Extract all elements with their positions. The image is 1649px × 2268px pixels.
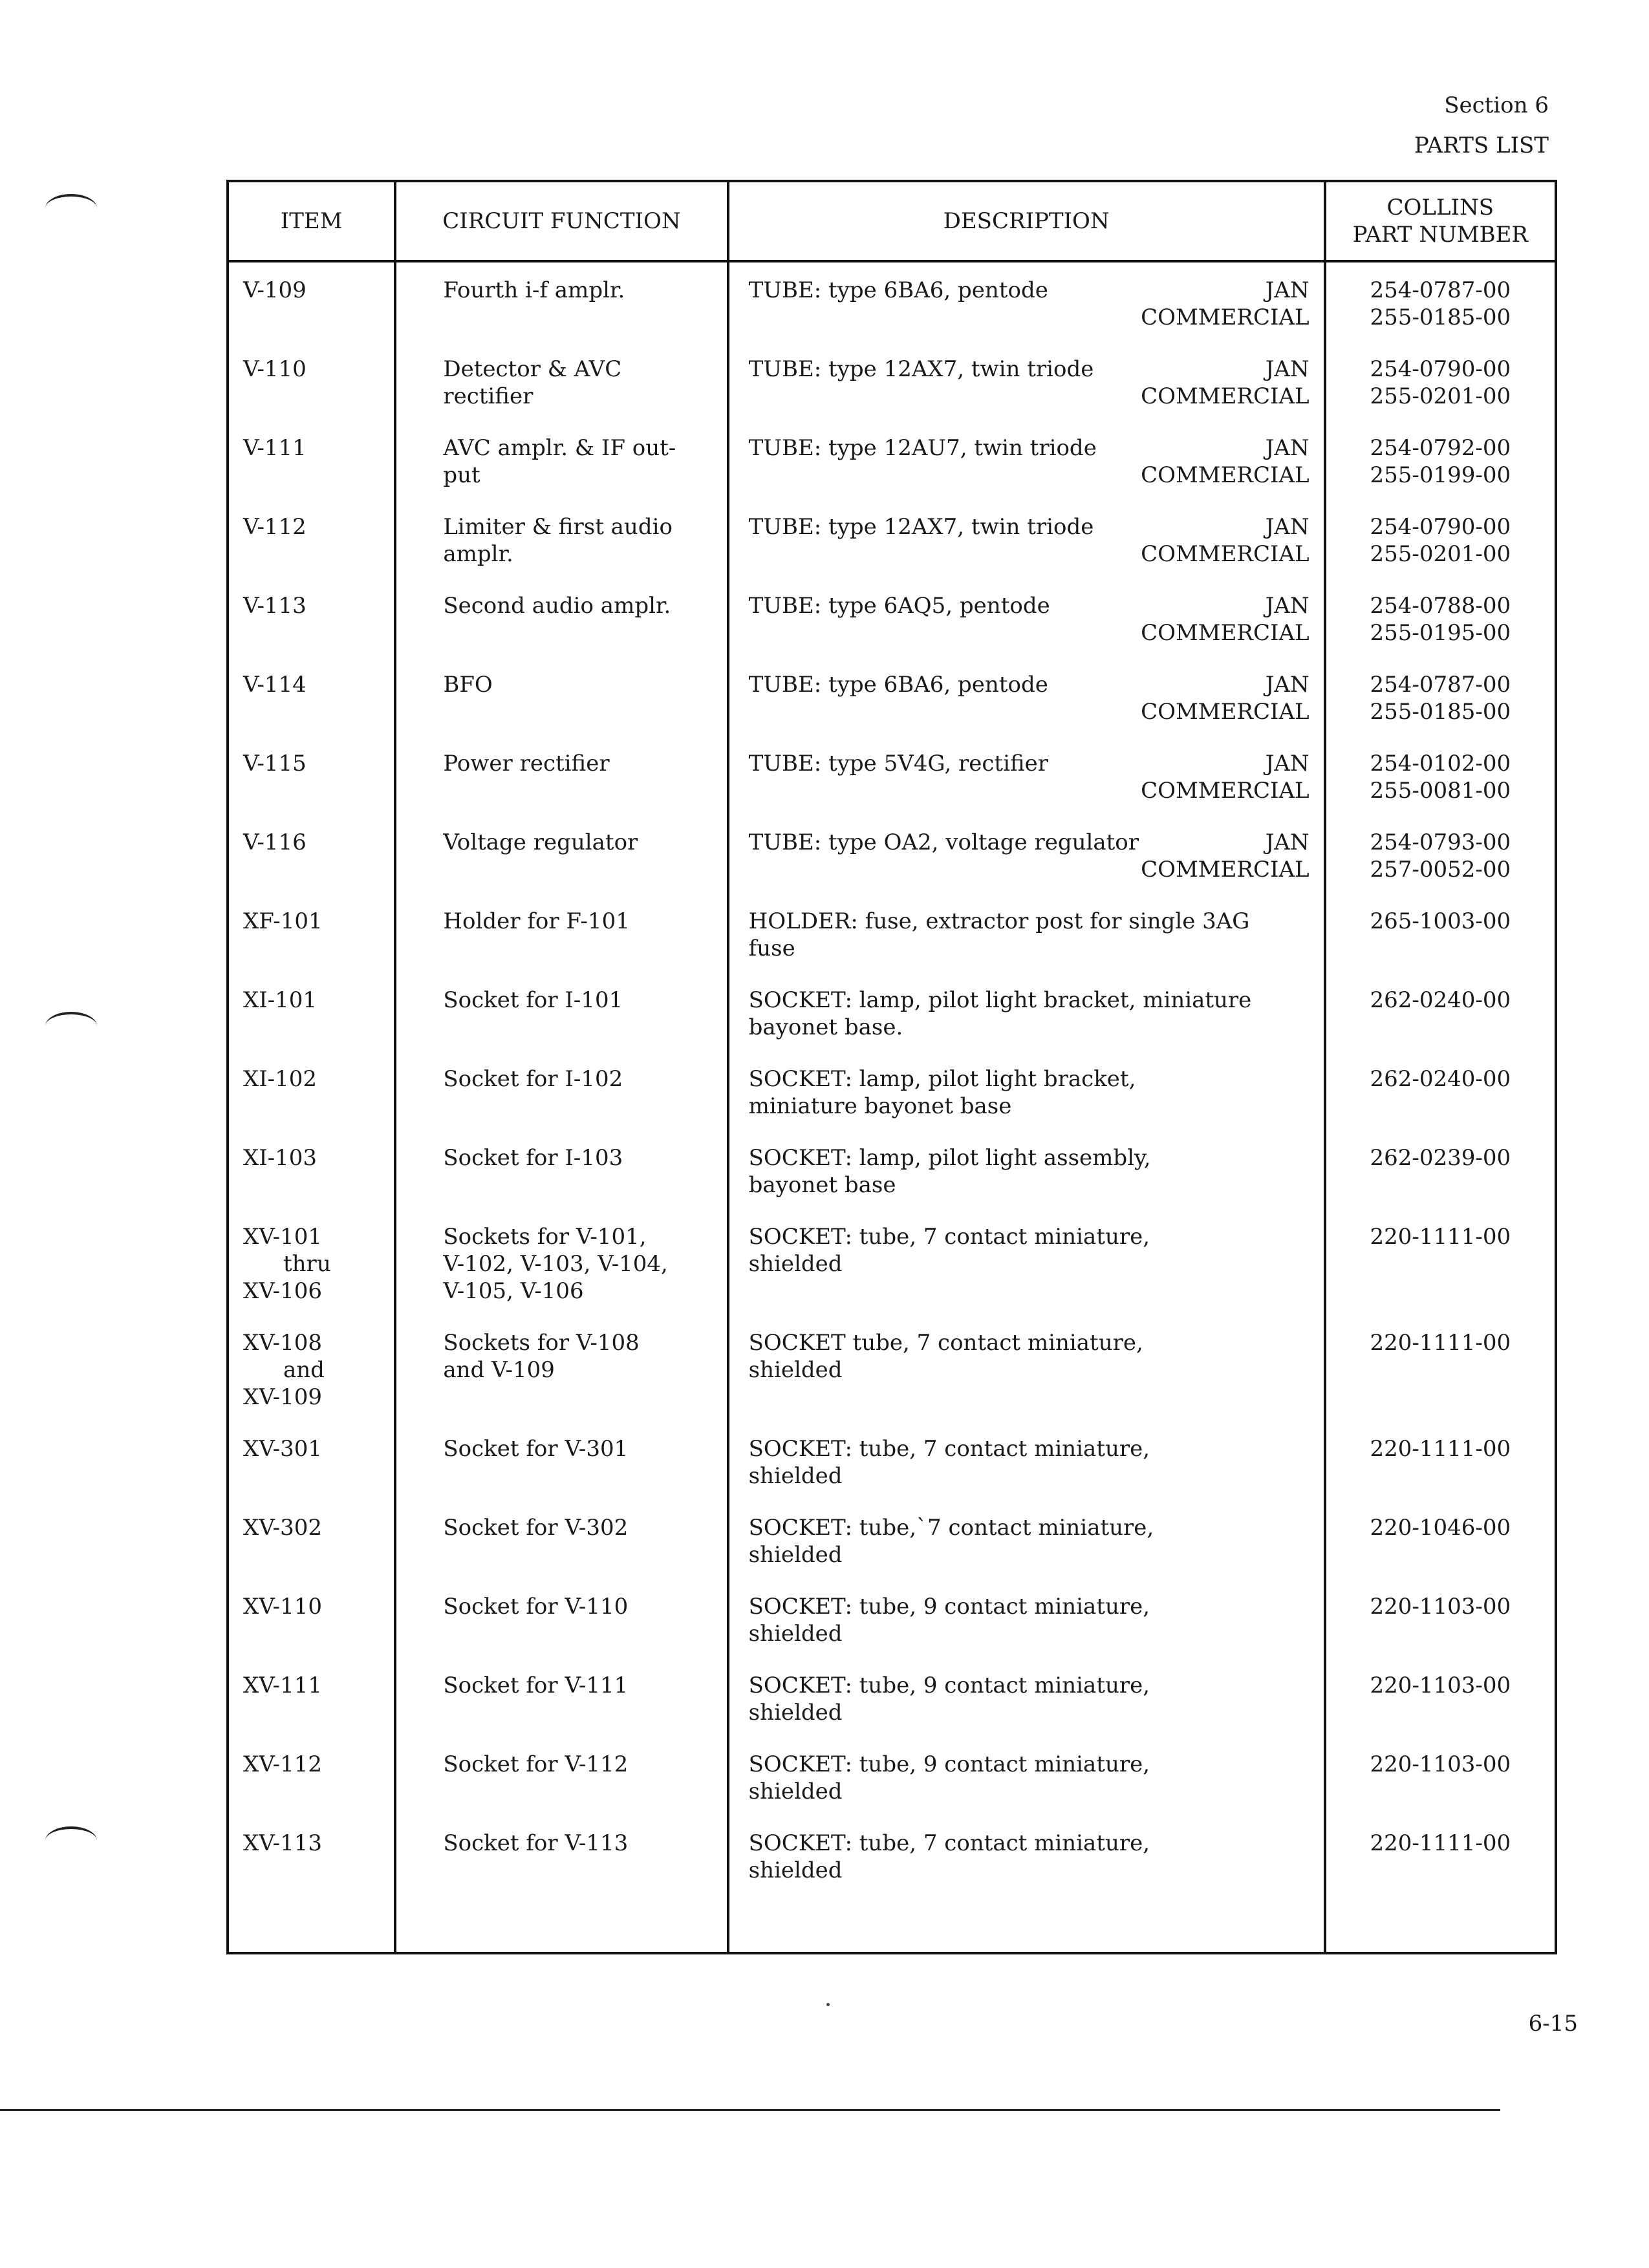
description-cell (728, 507, 1325, 586)
item-line: XV-101 (243, 1224, 323, 1250)
circuit-function-cell (395, 1587, 727, 1665)
item-line: XV-113 (243, 1830, 323, 1856)
description-line (749, 592, 1310, 619)
part-number: 257-0052-00 (1370, 857, 1511, 883)
grade-commercial: COMMERCIAL (1141, 778, 1310, 804)
part-number-cell (1325, 349, 1556, 428)
item-cell (228, 980, 395, 1059)
item-line: thru (283, 1251, 331, 1277)
description-line: SOCKET: lamp, pilot light assembly, (748, 1145, 1151, 1171)
item-cell (228, 1665, 395, 1744)
table-row (228, 744, 1556, 822)
item-line: XV-112 (243, 1751, 323, 1777)
description-line (749, 671, 1310, 698)
description-line: SOCKET: tube, 9 contact miniature, (748, 1673, 1150, 1698)
description-cell (728, 744, 1325, 822)
item-cell (228, 822, 395, 901)
item-line: XF-101 (243, 908, 323, 934)
description-cell (728, 586, 1325, 665)
function-line: Socket for V-112 (443, 1751, 629, 1777)
circuit-function-cell (395, 1508, 727, 1587)
part-number: 254-0788-00 (1370, 593, 1511, 619)
part-number: 254-0793-00 (1370, 829, 1511, 855)
grade-jan: JAN (1265, 356, 1310, 382)
description-line: SOCKET: tube, 9 contact miniature, (748, 1594, 1150, 1620)
description-line: fuse (748, 936, 795, 961)
item-line: XI-101 (243, 987, 318, 1013)
grade-commercial: COMMERCIAL (1141, 857, 1310, 883)
blank-row (228, 1902, 1556, 1953)
description-line: SOCKET: tube, 7 contact miniature, (748, 1224, 1150, 1250)
function-line: Holder for F-101 (443, 908, 630, 934)
circuit-function-cell (395, 1823, 727, 1902)
table-row (228, 665, 1556, 744)
function-line: amplr. (443, 541, 513, 567)
description-text: TUBE: type 12AX7, twin triode (748, 514, 1094, 540)
item-cell (228, 507, 395, 586)
part-number: 254-0102-00 (1370, 751, 1511, 776)
item-line: XV-106 (243, 1278, 323, 1304)
description-line: SOCKET: tube, 7 contact miniature, (748, 1436, 1150, 1462)
part-number-cell (1325, 507, 1556, 586)
grade-jan: JAN (1265, 751, 1310, 776)
item-cell (228, 1508, 395, 1587)
description-text: TUBE: type OA2, voltage regulator (748, 829, 1139, 855)
item-line: V-114 (243, 672, 307, 698)
grade-jan: JAN (1265, 435, 1310, 461)
part-number-cell (1325, 1429, 1556, 1508)
table-row (228, 901, 1556, 980)
circuit-function-cell (395, 507, 727, 586)
description-cell (728, 980, 1325, 1059)
table-row (228, 1138, 1556, 1217)
part-number-cell (1325, 1323, 1556, 1429)
circuit-function-cell (395, 1059, 727, 1138)
description-cell (728, 1823, 1325, 1902)
circuit-function-cell (395, 261, 727, 349)
part-number: 220-1103-00 (1370, 1594, 1511, 1620)
item-line: XI-103 (243, 1145, 318, 1171)
circuit-function-cell (395, 744, 727, 822)
description-line: shielded (748, 1542, 843, 1568)
page-header (1414, 85, 1549, 166)
description-line (749, 356, 1310, 383)
blank-cell (1325, 1902, 1556, 1953)
table-row (228, 1508, 1556, 1587)
part-number: 262-0240-00 (1370, 987, 1511, 1013)
grade-jan: JAN (1265, 514, 1310, 540)
part-number: 265-1003-00 (1370, 908, 1511, 934)
description-cell (728, 1665, 1325, 1744)
item-line: V-116 (243, 829, 307, 855)
circuit-function-cell (395, 980, 727, 1059)
table-row (228, 428, 1556, 507)
part-number-cell (1325, 980, 1556, 1059)
item-cell (228, 1217, 395, 1323)
part-number: 220-1103-00 (1370, 1751, 1511, 1777)
item-cell (228, 1138, 395, 1217)
part-number-cell (1325, 586, 1556, 665)
description-text: TUBE: type 6BA6, pentode (748, 277, 1048, 303)
part-number-cell (1325, 1665, 1556, 1744)
description-text: TUBE: type 6AQ5, pentode (748, 593, 1050, 619)
item-cell (228, 1587, 395, 1665)
table-row (228, 1217, 1556, 1323)
speck (826, 2003, 830, 2006)
page-number: 6-15 (1528, 2011, 1578, 2037)
function-line: V-102, V-103, V-104, (443, 1251, 668, 1277)
part-number-cell (1325, 744, 1556, 822)
circuit-function-cell (395, 901, 727, 980)
function-line: Limiter & first audio (443, 514, 673, 540)
circuit-function-cell (395, 665, 727, 744)
function-line: Power rectifier (443, 751, 610, 776)
margin-punch-mark (45, 1012, 97, 1040)
description-text: TUBE: type 12AU7, twin triode (748, 435, 1097, 461)
item-line: XV-110 (243, 1594, 323, 1620)
item-cell (228, 349, 395, 428)
part-number: 254-0790-00 (1370, 514, 1511, 540)
description-cell (728, 428, 1325, 507)
part-number-cell (1325, 1059, 1556, 1138)
part-number: 262-0239-00 (1370, 1145, 1511, 1171)
function-line: put (443, 462, 480, 488)
item-cell (228, 586, 395, 665)
grade-jan: JAN (1265, 593, 1310, 619)
item-line: and (283, 1357, 325, 1383)
table-row (228, 822, 1556, 901)
part-number: 255-0185-00 (1370, 699, 1511, 725)
description-text: TUBE: type 6BA6, pentode (748, 672, 1048, 698)
circuit-function-cell (395, 1138, 727, 1217)
part-number-cell (1325, 1744, 1556, 1823)
description-cell (728, 901, 1325, 980)
item-line: XV-108 (243, 1330, 323, 1356)
description-line: shielded (748, 1779, 843, 1804)
function-line: Fourth i-f amplr. (443, 277, 625, 303)
function-line: Socket for V-110 (443, 1594, 629, 1620)
grade-jan: JAN (1265, 672, 1310, 698)
part-number-cell (1325, 1587, 1556, 1665)
function-line: Socket for V-111 (443, 1673, 629, 1698)
table-row (228, 349, 1556, 428)
circuit-function-cell (395, 1217, 727, 1323)
description-line (749, 434, 1310, 462)
description-line: bayonet base. (748, 1014, 903, 1040)
part-number-cell (1325, 428, 1556, 507)
column-header-item: ITEM (228, 181, 395, 261)
grade-commercial: COMMERCIAL (1141, 462, 1310, 488)
description-line: SOCKET: tube, 7 contact miniature, (748, 1830, 1150, 1856)
table-row (228, 1744, 1556, 1823)
column-header-description: DESCRIPTION (728, 181, 1325, 261)
part-number-cell (1325, 665, 1556, 744)
function-line: BFO (443, 672, 493, 698)
function-line: Second audio amplr. (443, 593, 671, 619)
item-line: V-113 (243, 593, 307, 619)
table-header-row (228, 181, 1556, 261)
part-number: 255-0195-00 (1370, 620, 1511, 646)
description-line: SOCKET: lamp, pilot light bracket, miniature (748, 987, 1252, 1013)
function-line: Sockets for V-108 (443, 1330, 640, 1356)
page-edge-line (0, 2109, 1500, 2111)
margin-punch-mark (45, 1826, 97, 1855)
part-number-cell (1325, 1508, 1556, 1587)
item-cell (228, 1823, 395, 1902)
description-cell (728, 1429, 1325, 1508)
item-cell (228, 1323, 395, 1429)
item-line: V-111 (243, 435, 307, 461)
description-text: TUBE: type 12AX7, twin triode (748, 356, 1094, 382)
item-cell (228, 744, 395, 822)
circuit-function-cell (395, 349, 727, 428)
item-cell (228, 1744, 395, 1823)
part-number-cell (1325, 1823, 1556, 1902)
item-line: V-110 (243, 356, 307, 382)
circuit-function-cell (395, 1744, 727, 1823)
column-header-circuit-function: CIRCUIT FUNCTION (395, 181, 727, 261)
part-number: 254-0790-00 (1370, 356, 1511, 382)
item-line: XV-111 (243, 1673, 323, 1698)
item-line: V-109 (243, 277, 307, 303)
function-line: Socket for V-302 (443, 1515, 629, 1541)
part-number: 220-1103-00 (1370, 1673, 1511, 1698)
blank-cell (728, 1902, 1325, 1953)
circuit-function-cell (395, 1665, 727, 1744)
part-number: 255-0201-00 (1370, 383, 1511, 409)
circuit-function-cell (395, 586, 727, 665)
part-number: 255-0201-00 (1370, 541, 1511, 567)
part-number: 254-0792-00 (1370, 435, 1511, 461)
table-row (228, 1429, 1556, 1508)
grade-jan: JAN (1265, 829, 1310, 855)
part-number: 255-0081-00 (1370, 778, 1511, 804)
part-number: 220-1111-00 (1370, 1330, 1511, 1356)
description-text: TUBE: type 5V4G, rectifier (748, 751, 1048, 776)
description-cell (728, 1059, 1325, 1138)
table-row (228, 586, 1556, 665)
table-body (228, 261, 1556, 1953)
description-line: bayonet base (748, 1172, 896, 1198)
description-cell (728, 1508, 1325, 1587)
part-number: 220-1111-00 (1370, 1830, 1511, 1856)
item-line: V-112 (243, 514, 307, 540)
description-line: SOCKET: lamp, pilot light bracket, (748, 1066, 1136, 1092)
blank-cell (395, 1902, 727, 1953)
circuit-function-cell (395, 1429, 727, 1508)
item-cell (228, 428, 395, 507)
item-cell (228, 1059, 395, 1138)
description-line (749, 750, 1310, 777)
description-cell (728, 1138, 1325, 1217)
grade-commercial: COMMERCIAL (1141, 541, 1310, 567)
table-row (228, 1823, 1556, 1902)
margin-punch-mark (45, 194, 97, 222)
description-line (749, 829, 1310, 856)
table-row (228, 261, 1556, 349)
grade-jan: JAN (1265, 277, 1310, 303)
part-number: 220-1111-00 (1370, 1224, 1511, 1250)
description-line (749, 513, 1310, 540)
function-line: Sockets for V-101, (443, 1224, 647, 1250)
function-line: Voltage regulator (443, 829, 638, 855)
part-number: 262-0240-00 (1370, 1066, 1511, 1092)
description-line: shielded (748, 1857, 843, 1883)
table-row (228, 980, 1556, 1059)
part-number-cell (1325, 261, 1556, 349)
function-line: Socket for V-301 (443, 1436, 629, 1462)
grade-commercial: COMMERCIAL (1141, 383, 1310, 409)
section-label: Section 6 (1444, 92, 1549, 118)
description-line: shielded (748, 1251, 843, 1277)
function-line: Socket for I-103 (443, 1145, 623, 1171)
circuit-function-cell (395, 822, 727, 901)
description-line: miniature bayonet base (748, 1093, 1012, 1119)
part-number: 220-1046-00 (1370, 1515, 1511, 1541)
function-line: V-105, V-106 (443, 1278, 584, 1304)
parts-list-table (226, 180, 1557, 1954)
description-line: HOLDER: fuse, extractor post for single 3AG (748, 908, 1250, 934)
function-line: Socket for I-101 (443, 987, 623, 1013)
grade-commercial: COMMERCIAL (1141, 305, 1310, 330)
description-cell (728, 349, 1325, 428)
description-line: shielded (748, 1463, 843, 1489)
part-number-cell (1325, 1217, 1556, 1323)
item-line: XV-109 (243, 1384, 323, 1410)
description-line: shielded (748, 1700, 843, 1726)
description-cell (728, 1587, 1325, 1665)
grade-commercial: COMMERCIAL (1141, 699, 1310, 725)
description-cell (728, 1217, 1325, 1323)
description-cell (728, 261, 1325, 349)
table-row (228, 507, 1556, 586)
item-line: V-115 (243, 751, 307, 776)
function-line: Detector & AVC (443, 356, 622, 382)
item-cell (228, 665, 395, 744)
item-line: XV-301 (243, 1436, 323, 1462)
description-cell (728, 822, 1325, 901)
part-header-line1: COLLINS (1386, 195, 1494, 220)
table-row (228, 1587, 1556, 1665)
part-number: 255-0185-00 (1370, 305, 1511, 330)
part-number-cell (1325, 901, 1556, 980)
table-row (228, 1323, 1556, 1429)
description-line: shielded (748, 1357, 843, 1383)
part-number: 254-0787-00 (1370, 672, 1511, 698)
item-cell (228, 1429, 395, 1508)
function-line: Socket for V-113 (443, 1830, 629, 1856)
part-number: 220-1111-00 (1370, 1436, 1511, 1462)
part-number-cell (1325, 1138, 1556, 1217)
circuit-function-cell (395, 428, 727, 507)
description-line: SOCKET tube, 7 contact miniature, (748, 1330, 1143, 1356)
table-row (228, 1665, 1556, 1744)
description-line (749, 277, 1310, 304)
circuit-function-cell (395, 1323, 727, 1429)
description-cell (728, 1744, 1325, 1823)
grade-commercial: COMMERCIAL (1141, 620, 1310, 646)
description-line: shielded (748, 1621, 843, 1647)
description-line: SOCKET: tube,`7 contact miniature, (748, 1515, 1154, 1541)
part-number-cell (1325, 822, 1556, 901)
item-line: XV-302 (243, 1515, 323, 1541)
function-line: Socket for I-102 (443, 1066, 623, 1092)
function-line: AVC amplr. & IF out- (443, 435, 676, 461)
part-header-line2: PART NUMBER (1352, 222, 1528, 248)
item-cell (228, 901, 395, 980)
description-line: SOCKET: tube, 9 contact miniature, (748, 1751, 1150, 1777)
page-title: PARTS LIST (1414, 133, 1549, 158)
item-line: XI-102 (243, 1066, 318, 1092)
function-line: and V-109 (443, 1357, 555, 1383)
part-number: 254-0787-00 (1370, 277, 1511, 303)
item-cell (228, 261, 395, 349)
description-cell (728, 1323, 1325, 1429)
table-row (228, 1059, 1556, 1138)
blank-cell (228, 1902, 395, 1953)
description-cell (728, 665, 1325, 744)
column-header-part-number (1325, 181, 1556, 261)
part-number: 255-0199-00 (1370, 462, 1511, 488)
function-line: rectifier (443, 383, 534, 409)
